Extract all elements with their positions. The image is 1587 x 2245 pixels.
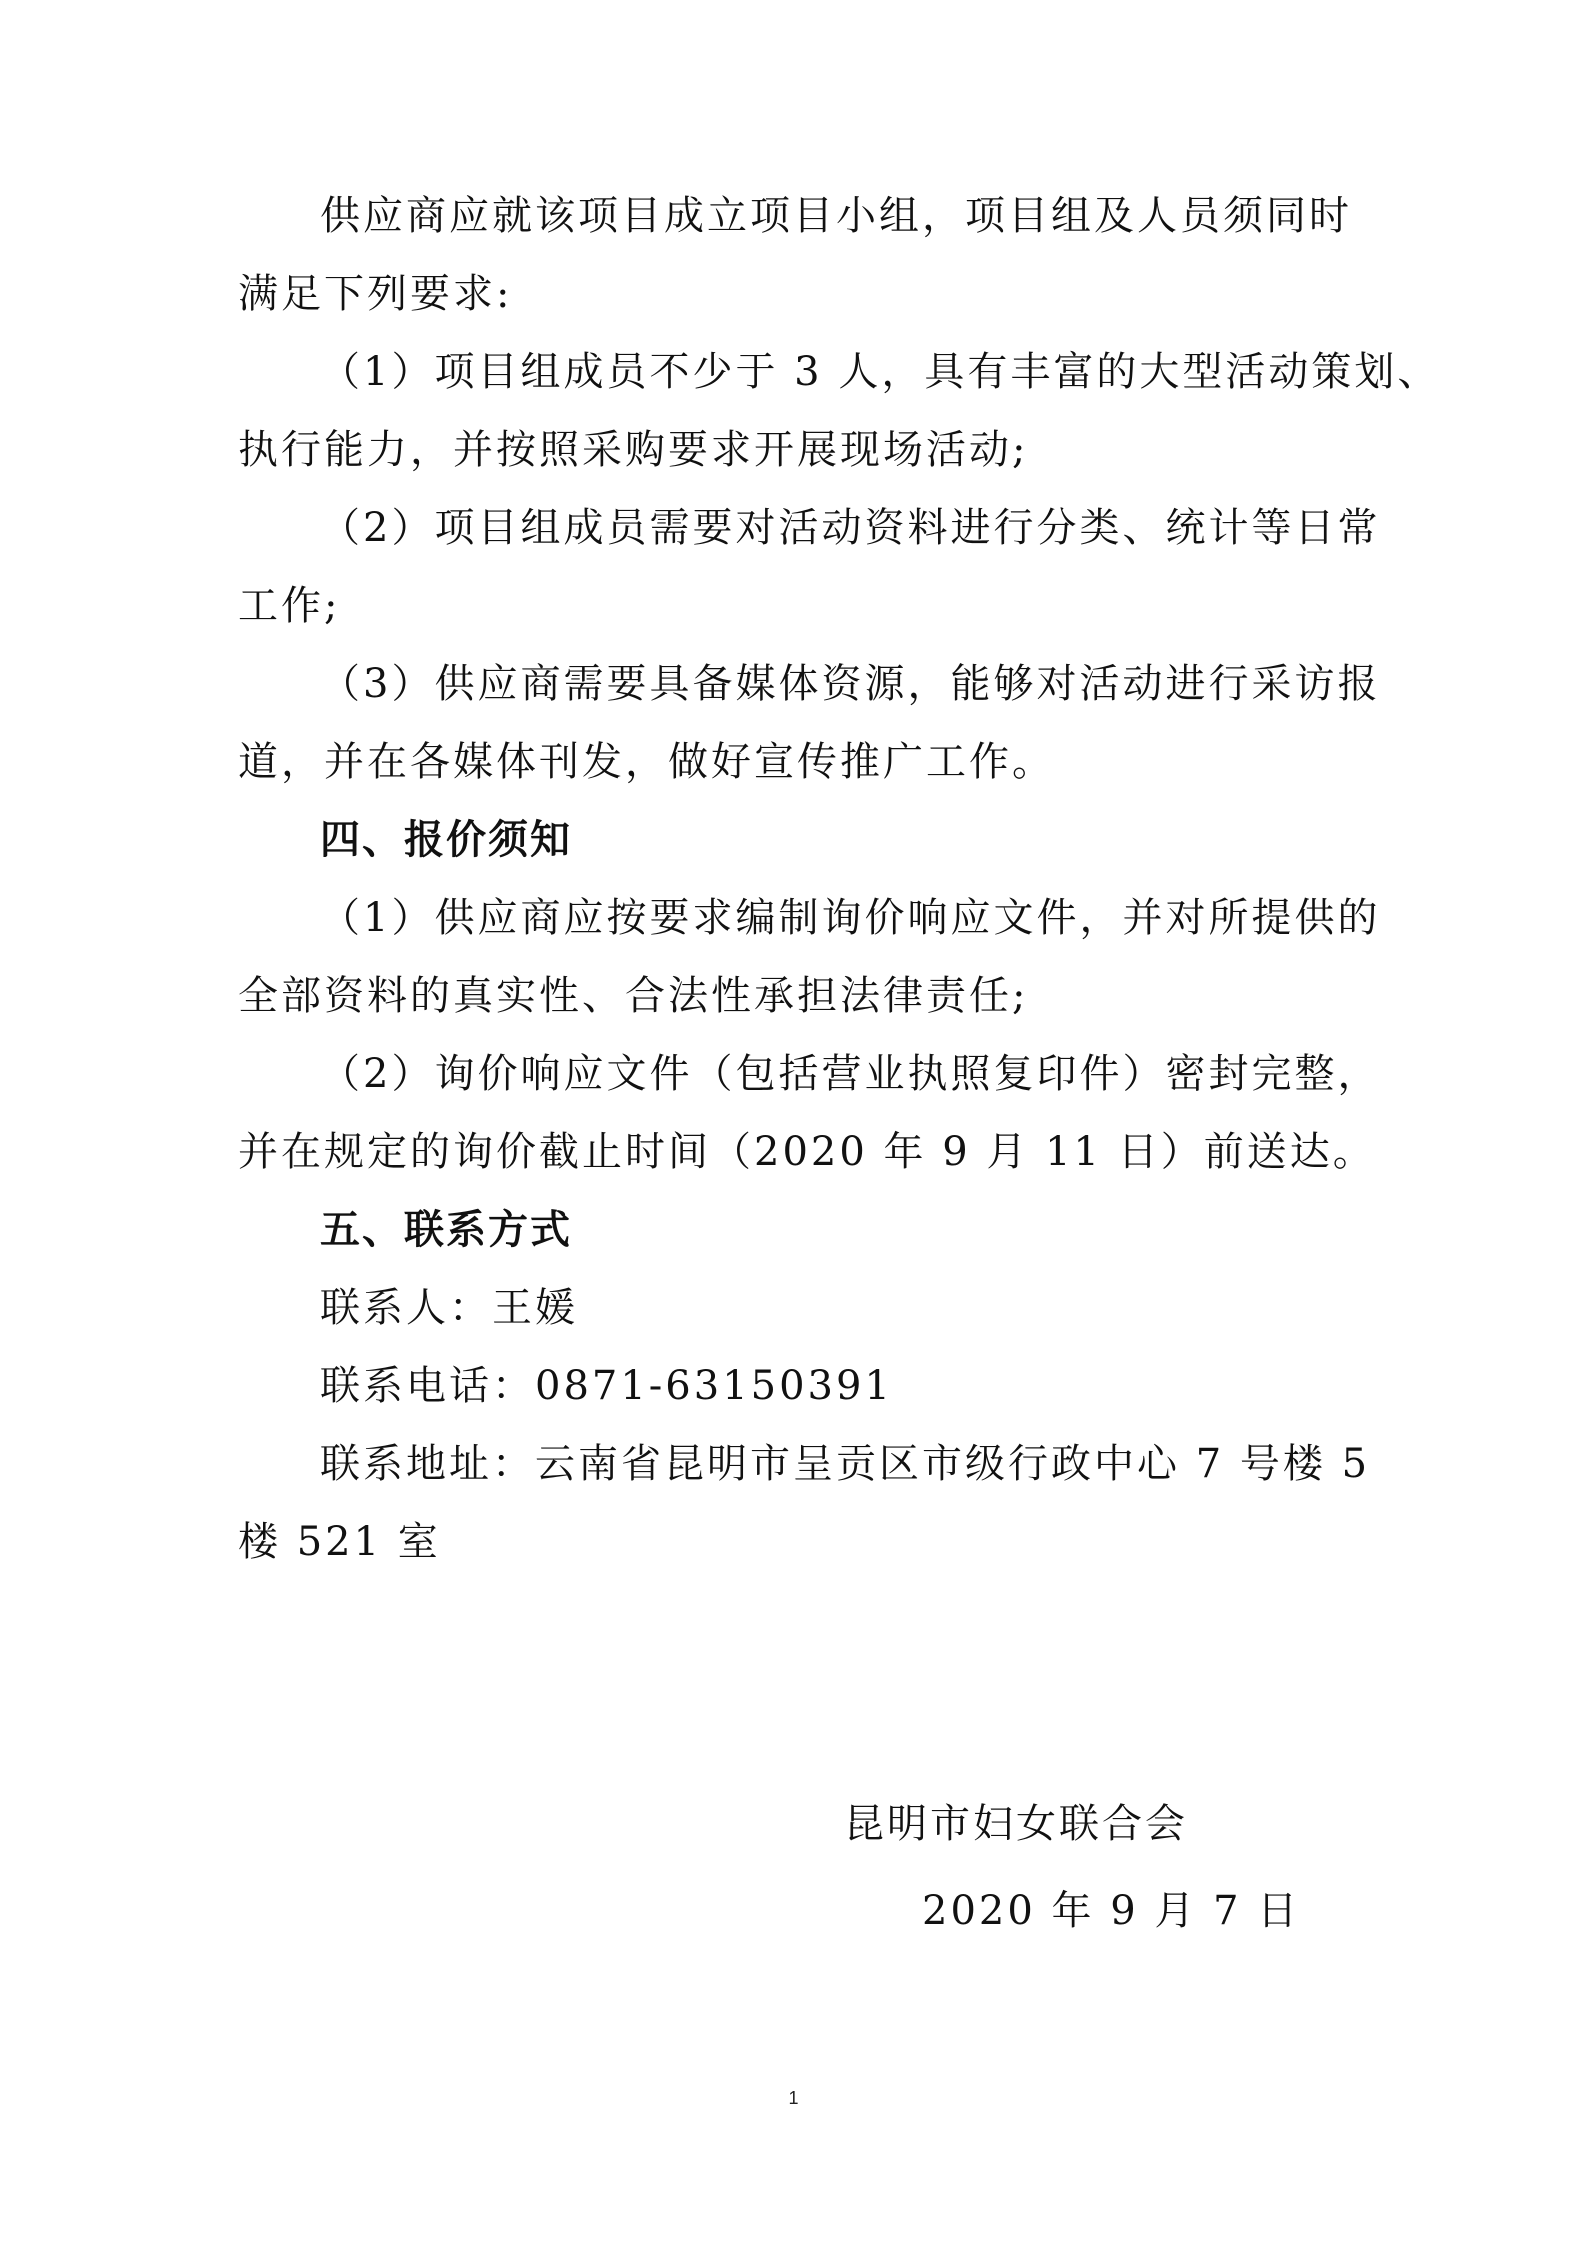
paragraph-team-requirements-line-1: 供应商应就该项目成立项目小组，项目组及人员须同时 <box>320 193 1352 239</box>
page-number: 1 <box>788 2088 799 2108</box>
signature-organization: 昆明市妇女联合会 <box>844 1801 1188 1847</box>
requirement-item-2-line-2: 工作; <box>238 583 341 629</box>
requirement-item-3-line-2: 道，并在各媒体刊发，做好宣传推广工作。 <box>238 739 1055 785</box>
quotation-item-2-line-1: （2）询价响应文件（包括营业执照复印件）密封完整， <box>320 1051 1381 1097</box>
requirement-item-3-line-1: （3）供应商需要具备媒体资源，能够对活动进行采访报 <box>320 661 1381 707</box>
section-heading-contact: 五、联系方式 <box>320 1206 572 1253</box>
contact-phone: 联系电话：0871-63150391 <box>320 1363 893 1409</box>
signature-date: 2020 年 9 月 7 日 <box>922 1888 1301 1934</box>
quotation-item-1-line-2: 全部资料的真实性、合法性承担法律责任; <box>238 973 1029 1019</box>
requirement-item-2-line-1: （2）项目组成员需要对活动资料进行分类、统计等日常 <box>320 505 1381 551</box>
contact-address-line-2: 楼 521 室 <box>238 1519 441 1565</box>
quotation-item-2-line-2: 并在规定的询价截止时间（2020 年 9 月 11 日）前送达。 <box>238 1129 1376 1175</box>
requirement-item-1-line-2: 执行能力，并按照采购要求开展现场活动; <box>238 427 1029 473</box>
contact-person: 联系人：王媛 <box>320 1285 578 1331</box>
section-heading-quotation-notice: 四、报价须知 <box>320 816 572 863</box>
quotation-item-1-line-1: （1）供应商应按要求编制询价响应文件，并对所提供的 <box>320 895 1381 941</box>
requirement-item-1-line-1: （1）项目组成员不少于 3 人，具有丰富的大型活动策划、 <box>320 349 1441 395</box>
paragraph-team-requirements-line-2: 满足下列要求: <box>238 271 513 317</box>
contact-address-line-1: 联系地址：云南省昆明市呈贡区市级行政中心 7 号楼 5 <box>320 1441 1371 1487</box>
